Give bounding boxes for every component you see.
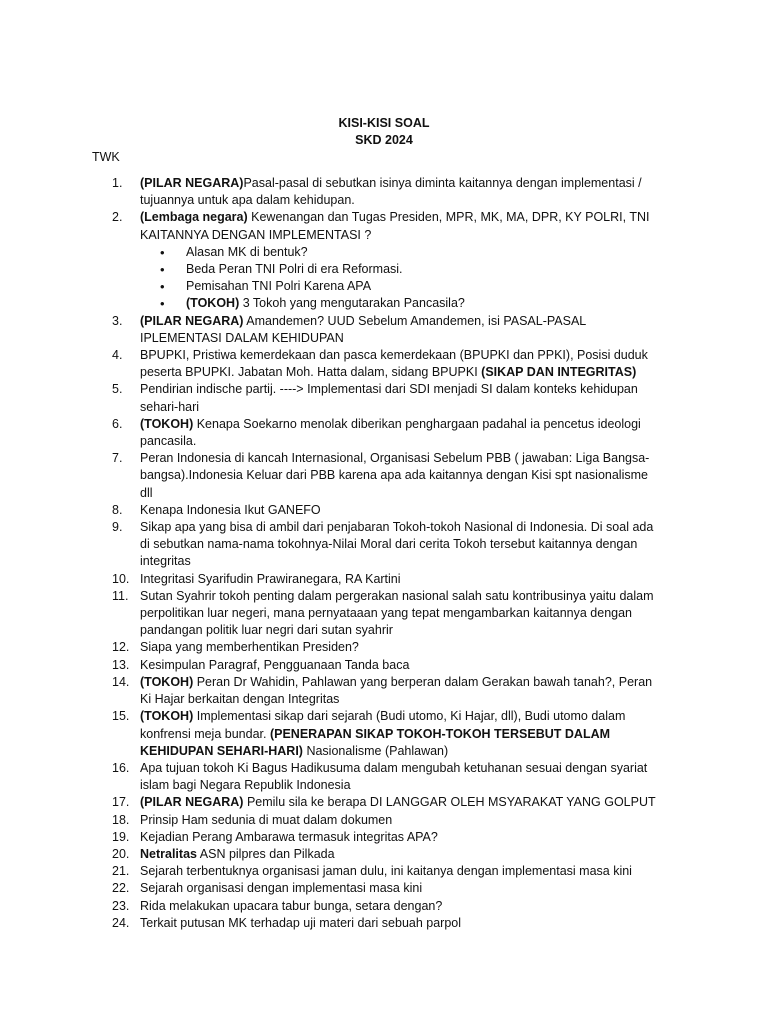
bullet-icon: • <box>160 262 165 278</box>
item-text: Peran Indonesia di kancah Internasional, Organisasi Sebelum PBB ( jawaban: Liga Bangsa-bangsa).Indonesia Keluar dari PBB karena apa ada kaitannya dengan Kisi spt nasionalisme dll <box>140 451 650 500</box>
item-text: ASN pilpres dan Pilkada <box>196 846 335 861</box>
item-number: 21. <box>112 864 130 879</box>
list-item <box>0 863 660 880</box>
item-tag: (SIKAP DAN INTEGRITAS) <box>481 365 637 380</box>
sub-item-tag: (TOKOH) <box>186 296 240 311</box>
item-text: Siapa yang memberhentikan Presiden? <box>140 640 359 655</box>
list-item <box>0 880 660 897</box>
sub-list-item <box>140 278 660 295</box>
list-item <box>0 812 660 829</box>
item-text: Peran Dr Wahidin, Pahlawan yang berperan dalam Gerakan bawah tanah?, Peran Ki Hajar berkaitan dengan Integritas <box>140 674 653 707</box>
list-item <box>0 915 660 932</box>
item-number: 15. <box>112 709 130 724</box>
item-number: 17. <box>112 795 130 810</box>
item-number: 4. <box>112 348 123 363</box>
item-tag: (Lembaga negara) <box>140 210 248 225</box>
item-emphasis: (PENERAPAN SIKAP TOKOH-TOKOH TERSEBUT DALAM KEHIDUPAN SEHARI-HARI) <box>140 726 611 758</box>
sub-list-item <box>140 295 660 312</box>
list-item <box>0 209 660 312</box>
item-text: Rida melakukan upacara tabur bunga, setara dengan? <box>140 898 443 913</box>
list-item <box>0 381 660 415</box>
sub-list <box>140 244 660 313</box>
item-text: Sutan Syahrir tokoh penting dalam pergerakan nasional salah satu kontribusinya yaitu dalam perpolitikan luar negeri, mana pernyataaan yang tepat mengambarkan kaitannya dengan pandangan politik luar negri dari sutan syahrir <box>140 588 654 638</box>
sub-item-text: Alasan MK di bentuk? <box>186 244 308 259</box>
item-text: Terkait putusan MK terhadap uji materi dari sebuah parpol <box>140 915 462 930</box>
item-number: 11. <box>112 588 129 603</box>
item-number: 24. <box>112 915 130 930</box>
item-text: Integritasi Syarifudin Prawiranegara, RA Kartini <box>140 571 401 586</box>
item-text-after: Nasionalisme (Pahlawan) <box>302 743 449 758</box>
item-number: 14. <box>112 674 130 689</box>
item-number: 13. <box>112 657 130 672</box>
sub-item-text: Pemisahan TNI Polri Karena APA <box>186 279 372 294</box>
list-item <box>0 588 660 640</box>
item-text: Kesimpulan Paragraf, Pengguanaan Tanda baca <box>140 657 410 672</box>
list-item <box>0 674 660 708</box>
item-number: 6. <box>112 416 123 431</box>
item-text: Kewenangan dan Tugas Presiden, MPR, MK, MA, DPR, KY POLRI, TNI KAITANNYA DENGAN IMPLEMENTASI ? <box>140 210 650 242</box>
item-number: 2. <box>112 210 123 225</box>
item-text: Kenapa Soekarno menolak diberikan penghargaan padahal ia pencetus ideologi pancasila. <box>140 416 641 449</box>
item-number: 7. <box>112 451 123 466</box>
item-text: Prinsip Ham sedunia di muat dalam dokumen <box>140 812 393 827</box>
item-text: Pasal-pasal di sebutkan isinya diminta kaitannya dengan implementasi / tujuannya untuk apa dalam kehidupan. <box>140 176 642 208</box>
item-text: Amandemen? UUD Sebelum Amandemen, isi PASAL-PASAL IPLEMENTASI DALAM KEHIDUPAN <box>140 313 586 345</box>
item-tag: (TOKOH) <box>140 709 194 724</box>
item-tag: (PILAR NEGARA) <box>140 313 244 328</box>
item-number: 23. <box>112 898 130 913</box>
item-number: 5. <box>112 382 123 397</box>
item-text: BPUPKI, Pristiwa kemerdekaan dan pasca kemerdekaan (BPUPKI dan PPKI), Posisi duduk peserta BPUPKI. Jabatan Moh. Hatta dalam, sidang BPUPKI <box>140 348 648 380</box>
sub-item-text: Beda Peran TNI Polri di era Reformasi. <box>186 262 403 277</box>
item-text: Sikap apa yang bisa di ambil dari penjabaran Tokoh-tokoh Nasional di Indonesia. Di soal ada di sebutkan nama-nama tokohnya-Nilai Moral dari cerita Tokoh tersebut kaitannya dengan integritas <box>140 520 654 569</box>
list-item <box>0 347 660 381</box>
question-list <box>0 175 768 932</box>
sub-list-item <box>140 244 660 261</box>
item-text: Pendirian indische partij. ----> Implementasi dari SDI menjadi SI dalam konteks kehidupan sehari-hari <box>140 382 638 414</box>
item-text: Pemilu sila ke berapa DI LANGGAR OLEH MSYARAKAT YANG GOLPUT <box>243 795 656 810</box>
item-text: Sejarah terbentuknya organisasi jaman dulu, ini kaitanya dengan implementasi masa kini <box>140 864 632 879</box>
item-text: Sejarah organisasi dengan implementasi masa kini <box>140 881 423 896</box>
bullet-icon: • <box>160 296 165 312</box>
list-item <box>0 571 660 588</box>
section-label: TWK <box>92 150 120 164</box>
item-number: 10. <box>112 571 130 586</box>
item-text: Implementasi sikap dari sejarah (Budi utomo, Ki Hajar, dll), Budi utomo dalam konfrensi meja bundar. <box>140 709 626 741</box>
item-number: 8. <box>112 502 123 517</box>
item-tag: (PILAR NEGARA) <box>140 795 244 810</box>
list-item <box>0 898 660 915</box>
item-number: 18. <box>112 812 130 827</box>
item-tag: Netralitas <box>140 846 197 861</box>
item-number: 22. <box>112 881 130 896</box>
item-number: 3. <box>112 313 123 328</box>
list-item <box>0 794 660 811</box>
sub-item-text: 3 Tokoh yang mengutarakan Pancasila? <box>239 296 465 311</box>
list-item <box>0 639 660 656</box>
list-item <box>0 829 660 846</box>
list-item <box>0 708 660 760</box>
item-text: Apa tujuan tokoh Ki Bagus Hadikusuma dalam mengubah ketuhanan sesuai dengan syariat islam bagi Negara Republik Indonesia <box>140 760 648 793</box>
item-number: 1. <box>112 176 123 190</box>
item-number: 16. <box>112 760 130 775</box>
item-number: 9. <box>112 520 123 535</box>
item-tag: (PILAR NEGARA) <box>140 176 244 190</box>
list-item <box>0 519 660 571</box>
bullet-icon: • <box>160 244 165 260</box>
document-subtitle: SKD 2024 <box>355 133 413 147</box>
document-title: KISI-KISI SOAL <box>338 116 430 130</box>
item-number: 12. <box>112 640 130 655</box>
item-number: 19. <box>112 829 130 844</box>
sub-list-item <box>140 261 660 278</box>
item-tag: (TOKOH) <box>140 674 194 689</box>
list-item <box>0 846 660 863</box>
list-item <box>0 502 660 519</box>
bullet-icon: • <box>160 279 165 295</box>
list-item <box>0 313 660 347</box>
item-tag: (TOKOH) <box>140 416 194 431</box>
item-text: Kejadian Perang Ambarawa termasuk integritas APA? <box>140 829 438 844</box>
list-item <box>0 760 660 794</box>
item-text: Kenapa Indonesia Ikut GANEFO <box>140 502 321 517</box>
list-item <box>0 416 660 450</box>
list-item <box>0 175 660 209</box>
list-item <box>0 450 660 502</box>
list-item <box>0 657 660 674</box>
item-number: 20. <box>112 846 130 861</box>
